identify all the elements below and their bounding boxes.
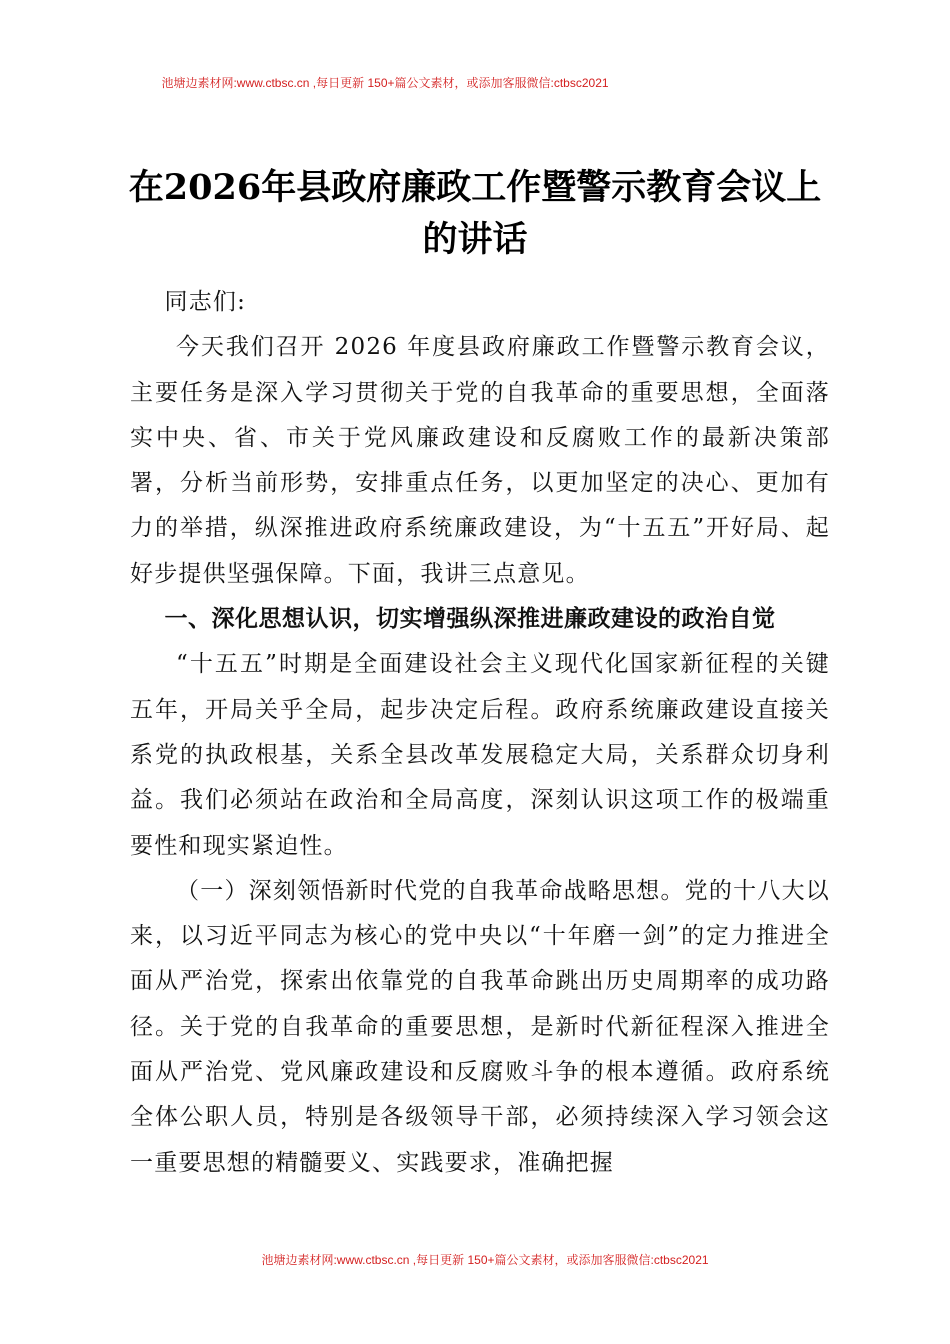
intro-paragraph: 今天我们召开 2026 年度县政府廉政工作暨警示教育会议，主要任务是深入学习贯彻关于党的自我革命的重要思想，全面落实中央、省、市关于党风廉政建设和反腐败工作的最新决策部署，分析当前形势，安排重点任务，以更加坚定的决心、更加有力的举措，纵深推进政府系统廉政建设，为“十五五”开好局、起好步提供坚强保障。下面，我讲三点意见。 [130,334,830,587]
section-1-paragraph: “十五五”时期是全面建设社会主义现代化国家新征程的关键五年，开局关乎全局，起步决定后程。政府系统廉政建设直接关系党的执政根基，关系全县改革发展稳定大局，关系群众切身利益。我们必须站在政治和全局高度，深刻认识这项工作的极端重要性和现实紧迫性。 [130,651,830,859]
title-line-1: 在2026年县政府廉政工作暨警示教育会议上 [128,167,822,208]
section-heading-1: 一、深化思想认识，切实增强纵深推进廉政建设的政治自觉 [164,606,776,633]
document-body [130,280,830,1186]
document-title [120,162,830,266]
footer-notice: 池塘边素材网:www.ctbsc.cn ,每日更新 150+篇公文素材，或添加客服微信:ctbsc2021 [261,1253,709,1267]
title-line-2: 的讲话 [422,219,528,260]
greeting: 同志们: [164,289,247,315]
subsection-1-paragraph: （一）深刻领悟新时代党的自我革命战略思想。党的十八大以来，以习近平同志为核心的党中央以“十年磨一剑”的定力推进全面从严治党，探索出依靠党的自我革命跳出历史周期率的成功路径。关于党的自我革命的重要思想，是新时代新征程深入推进全面从严治党、党风廉政建设和反腐败斗争的根本遵循。政府系统全体公职人员，特别是各级领导干部，必须持续深入学习领会这一重要思想的精髓要义、实践要求，准确把握 [130,877,830,1176]
header-notice: 池塘边素材网:www.ctbsc.cn ,每日更新 150+篇公文素材，或添加客服微信:ctbsc2021 [161,76,609,90]
